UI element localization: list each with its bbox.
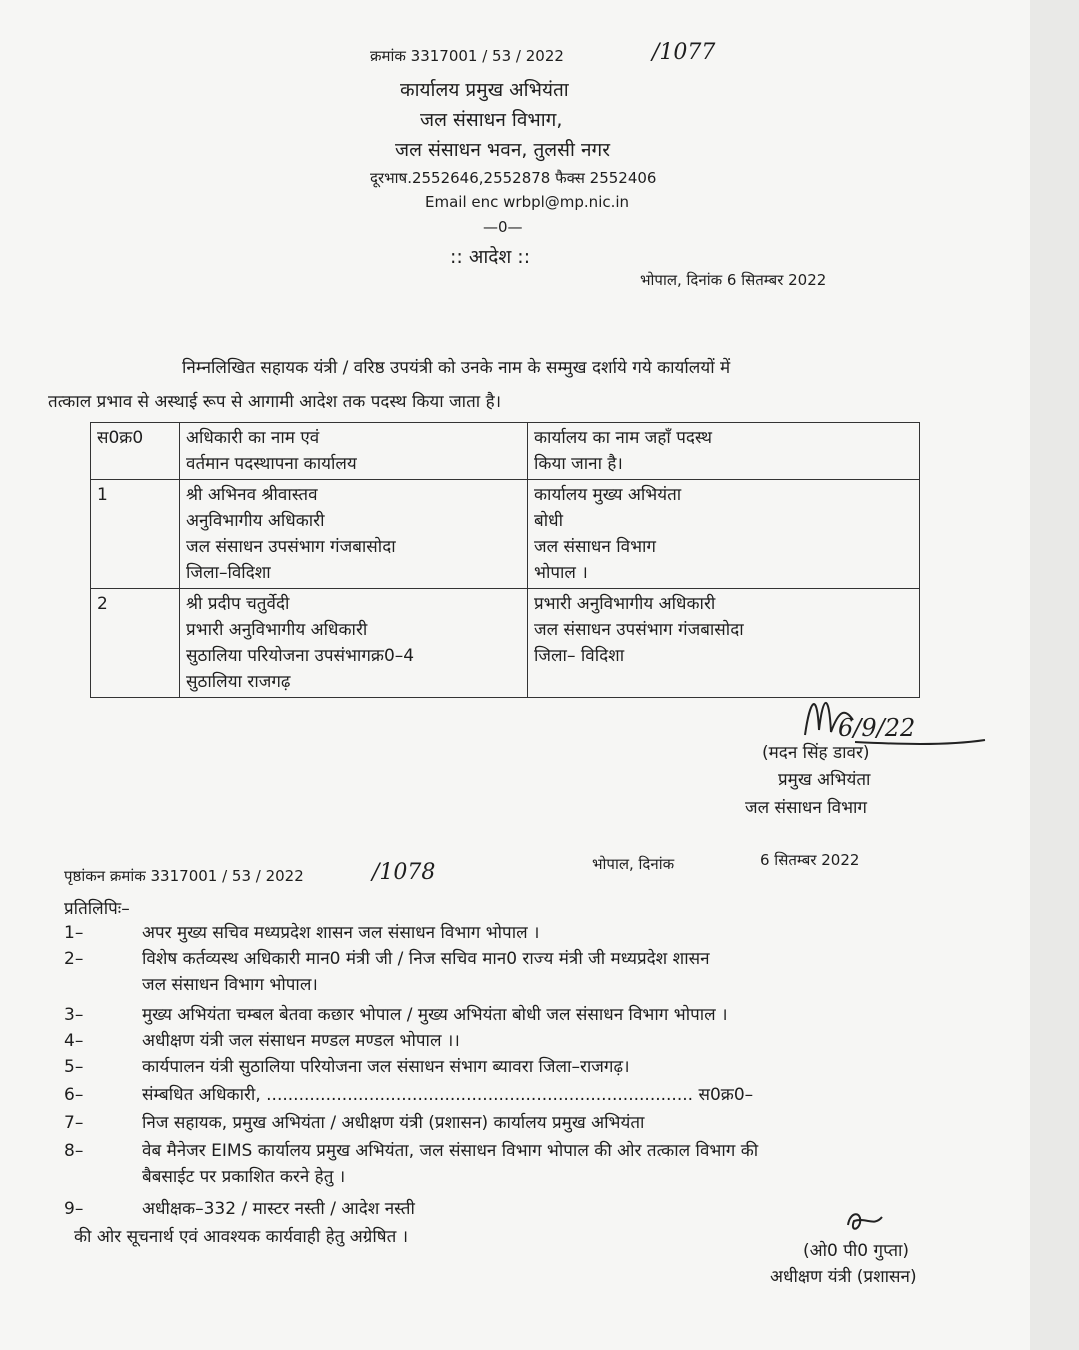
page-edge [1030,0,1079,1350]
list-item: 2– विशेष कर्तव्यस्थ अधिकारी मान0 मंत्री जी / निज सचिव मान0 राज्य मंत्री जी मध्यप्रदेश शासन [64,949,710,969]
list-item: 8– वेब मैनेजर EIMS कार्यालय प्रमुख अभियंता, जल संसाधन विभाग भोपाल की ओर तत्काल विभाग की [64,1141,759,1161]
office-name: कार्यालय प्रमुख अभियंता [400,79,569,101]
endorsement-number: पृष्ठांकन क्रमांक 3317001 / 53 / 2022 [64,867,304,885]
order-place-date: भोपाल, दिनांक 6 सितम्बर 2022 [640,271,827,289]
order-number: क्रमांक 3317001 / 53 / 2022 [370,47,564,65]
contact-email: Email enc wrbpl@mp.nic.in [425,193,630,211]
order-number-handwritten: /1077 [652,40,716,65]
list-item: 5– कार्यपालन यंत्री सुठालिया परियोजना जल संसाधन संभाग ब्यावरा जिला–राजगढ़। [64,1057,630,1077]
table-header-row [91,423,920,480]
divider: —0— [483,218,523,236]
list-item-continuation: जल संसाधन विभाग भोपाल। [142,975,318,995]
signatory-2-designation: अधीक्षण यंत्री (प्रशासन) [770,1267,917,1287]
row-officer: श्री प्रदीप चतुर्वेदी प्रभारी अनुविभागीय अधिकारी सुठालिया परियोजना उपसंभागक्र0–4 सुठालिया राजगढ़ [180,589,528,698]
table-row [91,480,920,589]
list-item: 9– अधीक्षक–332 / मास्टर नस्ती / आदेश नस्ती [64,1199,415,1219]
signatory-department: जल संसाधन विभाग [745,798,868,818]
row-serial: 1 [91,480,180,589]
list-item: 3– मुख्य अभियंता चम्बल बेतवा कछार भोपाल / मुख्य अभियंता बोधी जल संसाधन विभाग भोपाल । [64,1005,728,1025]
closing-line: की ओर सूचनार्थ एवं आवश्यक कार्यवाही हेतु अग्रेषित । [74,1227,409,1247]
office-address: जल संसाधन भवन, तुलसी नगर [395,139,610,161]
header-serial: स0क्र0 [91,423,180,480]
header-posting-office: कार्यालय का नाम जहाँ पदस्थ किया जाना है। [528,423,920,480]
signature-date-handwritten: 6/9/22 [838,714,916,742]
signatory-2-name: (ओ0 पी0 गुप्ता) [803,1241,910,1261]
posting-table [90,422,920,698]
list-item-continuation: बैबसाईट पर प्रकाशित करने हेतु । [142,1167,346,1187]
initials-scribble [840,1205,890,1239]
copy-label: प्रतिलिपिः– [64,899,130,919]
row-serial: 2 [91,589,180,698]
order-title: :: आदेश :: [450,246,531,268]
contact-phone-fax: दूरभाष.2552646,2552878 फैक्स 2552406 [370,169,657,187]
signatory-name: (मदन सिंह डावर) [762,743,870,763]
endorsement-place: भोपाल, दिनांक [592,855,675,873]
header-officer: अधिकारी का नाम एवं वर्तमान पदस्थापना कार्यालय [180,423,528,480]
endorsement-number-handwritten: /1078 [372,860,436,885]
intro-line-2: तत्काल प्रभाव से अस्थाई रूप से आगामी आदेश तक पदस्थ किया जाता है। [48,392,502,412]
department-name: जल संसाधन विभाग, [420,109,563,131]
row-posting-office: प्रभारी अनुविभागीय अधिकारी जल संसाधन उपसंभाग गंजबासोदा जिला– विदिशा [528,589,920,698]
list-item: 1– अपर मुख्य सचिव मध्यप्रदेश शासन जल संसाधन विभाग भोपाल । [64,923,540,943]
row-posting-office: कार्यालय मुख्य अभियंता बोधी जल संसाधन विभाग भोपाल । [528,480,920,589]
intro-line-1: निम्नलिखित सहायक यंत्री / वरिष्ठ उपयंत्री को उनके नाम के सम्मुख दर्शाये गये कार्यालयों में [182,358,731,378]
signatory-designation: प्रमुख अभियंता [778,770,871,790]
list-item: 6– संम्बधित अधिकारी, ............................................................................... स0क्र0– [64,1085,754,1105]
list-item: 4– अधीक्षण यंत्री जल संसाधन मण्डल मण्डल भोपाल ।। [64,1031,460,1051]
list-item: 7– निज सहायक, प्रमुख अभियंता / अधीक्षण यंत्री (प्रशासन) कार्यालय प्रमुख अभियंता [64,1113,645,1133]
endorsement-date: 6 सितम्बर 2022 [760,851,860,869]
row-officer: श्री अभिनव श्रीवास्तव अनुविभागीय अधिकारी जल संसाधन उपसंभाग गंजबासोदा जिला–विदिशा [180,480,528,589]
